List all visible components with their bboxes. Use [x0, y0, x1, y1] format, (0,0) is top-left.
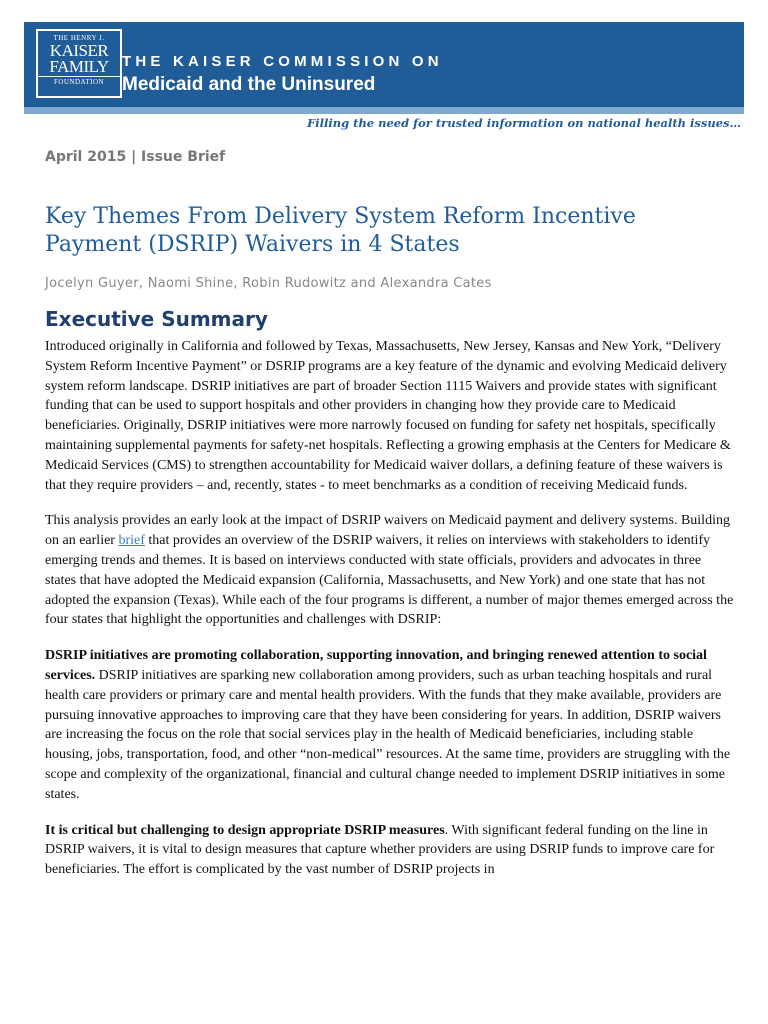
kaiser-family-foundation-logo[interactable]	[36, 29, 122, 98]
dateline: April 2015 | Issue Brief	[45, 149, 226, 165]
logo-line-4: FOUNDATION	[38, 76, 120, 86]
commission-subtitle: Medicaid and the Uninsured	[122, 74, 376, 95]
paragraph-4	[45, 821, 735, 880]
paragraph-2	[45, 511, 735, 630]
tagline: Filling the need for trusted information on national health issues…	[307, 116, 741, 130]
paragraph-4-text: . With significant federal funding on the line in DSRIP waivers, it is vital to design measures that capture whether providers are using DSRIP funds to improve care for beneficiaries. The effort is complicated by the vast number of DSRIP projects in	[45, 822, 715, 878]
paragraph-2-text-before: This analysis provides an early look at the impact of DSRIP waivers on Medicaid payment and delivery systems. Building on an earlier	[45, 513, 730, 549]
header-banner	[24, 22, 744, 107]
paragraph-4-lead: It is critical but challenging to design appropriate DSRIP measures	[45, 822, 445, 838]
document-body	[45, 337, 735, 896]
logo-line-3: FAMILY	[49, 57, 109, 76]
paragraph-2-text-after: that provides an overview of the DSRIP waivers, it relies on interviews with stakeholders to identify emerging trends and themes. It is based on interviews conducted with state officials, providers and advocates in three states that have adopted the Medicaid expansion (California, Massachusetts, and New York) and one state that has not adopted the expansion (Texas). While each of the four programs is different, a number of major themes emerged across the four states that highlight the opportunities and challenges with DSRIP:	[45, 533, 734, 628]
paragraph-3-lead: DSRIP initiatives are promoting collaboration, supporting innovation, and bringing renewed attention to social services.	[45, 648, 707, 683]
logo-line-2: KAISER	[49, 41, 109, 60]
commission-name: THE KAISER COMMISSION ON	[122, 53, 443, 70]
logo-line-1: THE HENRY J.	[53, 34, 105, 42]
paragraph-3-text: DSRIP initiatives are sparking new collaboration among providers, such as urban teaching hospitals and rural health care providers or primary care and mental health providers. With the funds that they make available, providers are pursuing innovative approaches to improving care that they have been considering for years. In addition, DSRIP waivers are increasing the focus on the role that social services play in the health of Medicaid beneficiaries, including stable housing, jobs, transportation, food, and other “non-medical” resources. At the same time, providers are struggling with the scope and complexity of the organizational, financial and cultural change needed to implement DSRIP initiatives in some states.	[45, 667, 731, 802]
executive-summary-heading: Executive Summary	[45, 307, 268, 331]
paragraph-1	[45, 337, 735, 495]
banner-rule	[24, 107, 744, 114]
page-title: Key Themes From Delivery System Reform Incentive Payment (DSRIP) Waivers in 4 States	[45, 204, 636, 257]
paragraph-1-text: Introduced originally in California and followed by Texas, Massachusetts, New Jersey, Kansas and New York, “Delivery System Reform Incentive Payment” or DSRIP programs are a key feature of the dynamic and evolving Medicaid delivery system reform landscape. DSRIP initiatives are part of broader Section 1115 Waivers and provide states with significant funding that can be used to support hospitals and other providers in changing how they provide care to Medicaid beneficiaries. Originally, DSRIP initiatives were more narrowly focused on funding for safety net hospitals, specifically maintaining supplemental payments for safety-net hospitals. Reflecting a growing emphasis at the Centers for Medicare & Medicaid Services (CMS) to strengthen accountability for Medicaid waiver dollars, a defining feature of these waivers is that they require providers – and, recently, states - to meet benchmarks as a condition of receiving Medicaid funds.	[45, 339, 731, 493]
paragraph-3	[45, 646, 735, 804]
brief-link[interactable]: brief	[118, 533, 145, 549]
authors: Jocelyn Guyer, Naomi Shine, Robin Rudowitz and Alexandra Cates	[45, 276, 492, 291]
